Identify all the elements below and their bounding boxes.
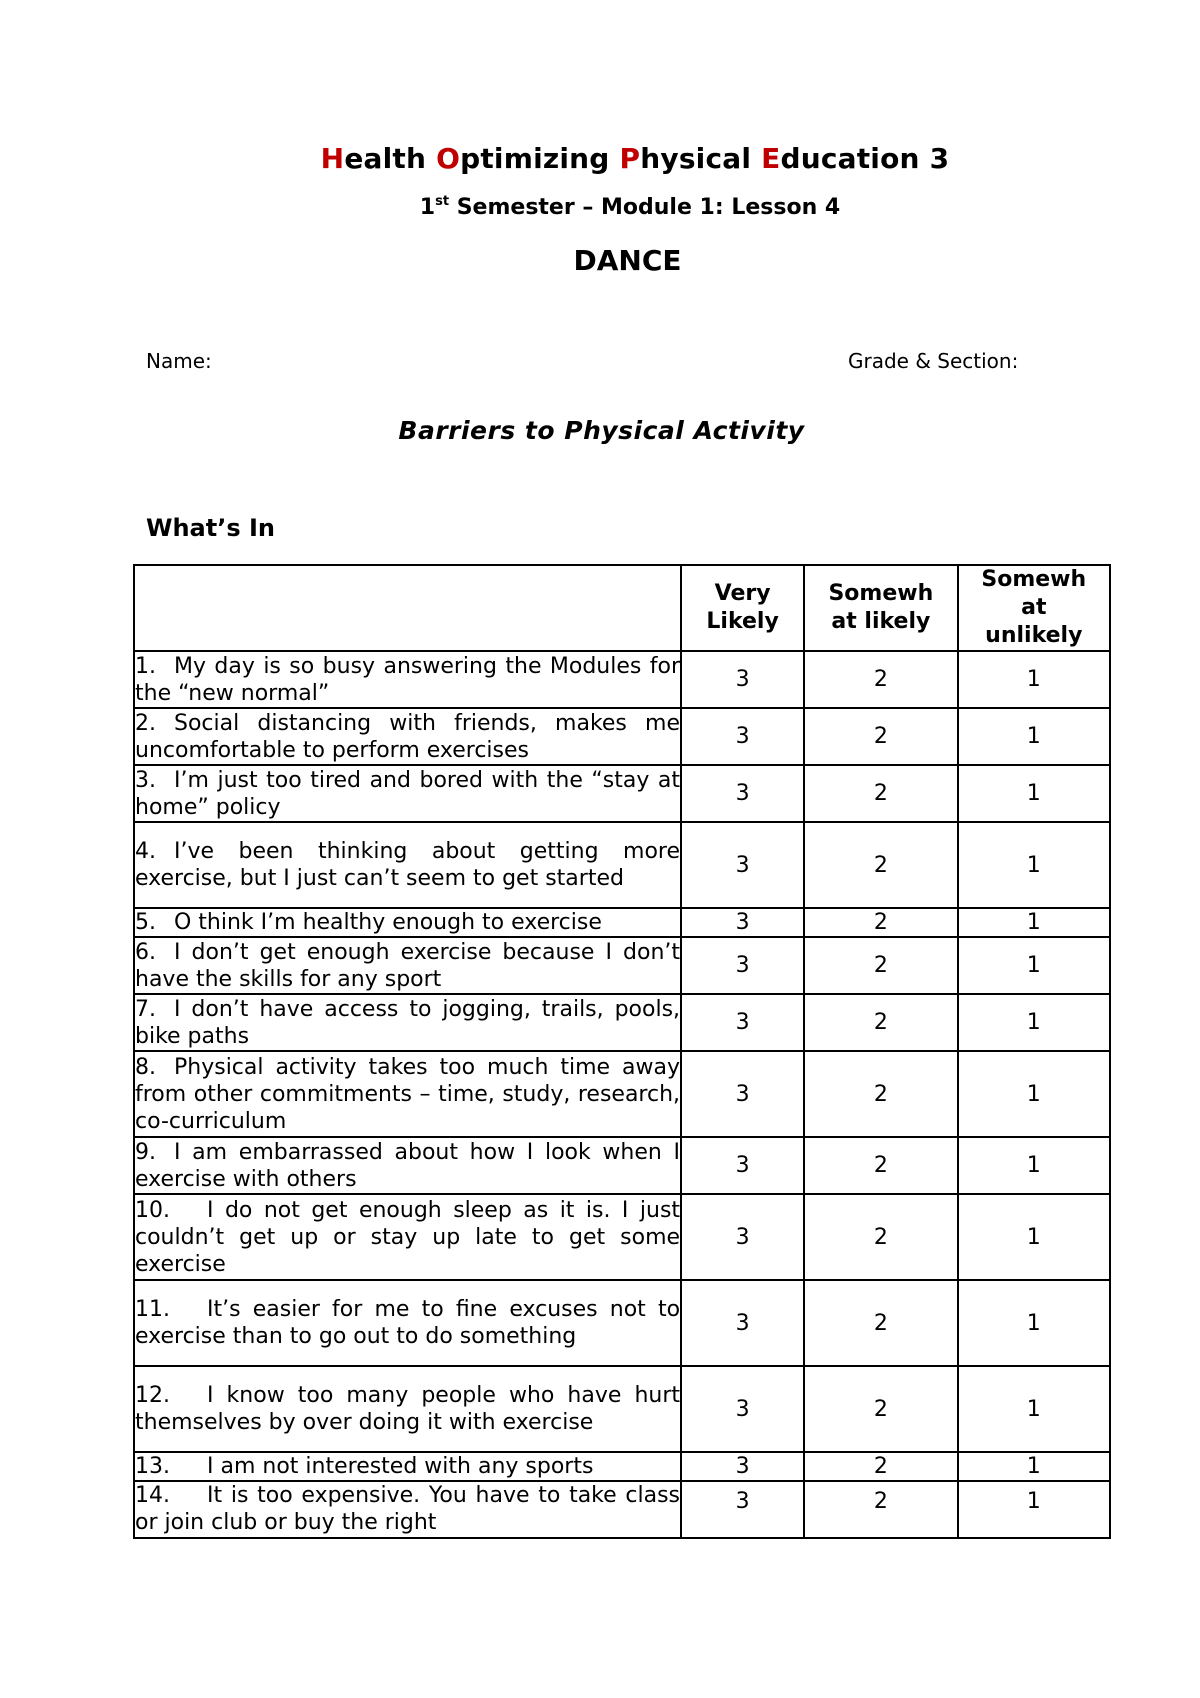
score-somewhat-likely: 2 <box>804 994 957 1051</box>
statement-number: 5. <box>135 910 156 935</box>
statement-text: I know too many people who have hurt themselves by over doing it with exercise <box>135 1383 681 1435</box>
statement-cell <box>134 765 681 822</box>
title-initial-h: H <box>320 142 345 175</box>
table-row <box>134 765 1110 822</box>
score-very-likely: 3 <box>681 994 804 1051</box>
score-somewhat-unlikely: 1 <box>958 1366 1110 1452</box>
table-row <box>134 994 1110 1051</box>
column-header-text: unlikely <box>985 623 1083 648</box>
title-initial-e: E <box>761 142 781 175</box>
score-very-likely: 3 <box>681 651 804 708</box>
statement-text: I’m just too tired and bored with the “stay at home” policy <box>135 767 681 820</box>
score-very-likely: 3 <box>681 937 804 994</box>
statement-number: 11. <box>135 1297 170 1322</box>
header-empty-cell <box>134 565 681 651</box>
score-somewhat-unlikely: 1 <box>958 651 1110 708</box>
table-row <box>134 908 1110 937</box>
table-row <box>134 1137 1110 1194</box>
score-somewhat-likely: 2 <box>804 1137 957 1194</box>
column-header-text: Somewh <box>828 581 934 606</box>
semester-module-line <box>0 194 1200 220</box>
score-somewhat-likely: 2 <box>804 1280 957 1366</box>
column-header-very-likely <box>681 565 804 651</box>
statement-text: It’s easier for me to fine excuses not to exercise than to go out to do something <box>135 1297 681 1349</box>
column-header-text: at <box>1021 595 1047 620</box>
score-somewhat-likely: 2 <box>804 1481 957 1538</box>
score-very-likely: 3 <box>681 708 804 765</box>
grade-section-label: Grade & Section: <box>848 349 1019 373</box>
score-very-likely: 3 <box>681 1137 804 1194</box>
title-word-optimizing: ptimizing <box>460 142 620 175</box>
statement-text: I do not get enough sleep as it is. I just couldn’t get up or stay up late to get some exercise <box>135 1197 681 1277</box>
score-very-likely: 3 <box>681 1366 804 1452</box>
score-somewhat-likely: 2 <box>804 822 957 908</box>
table-row <box>134 1280 1110 1366</box>
statement-number: 13. <box>135 1454 170 1479</box>
statement-cell <box>134 822 681 908</box>
title-initial-p: P <box>619 142 641 175</box>
statement-cell <box>134 1051 681 1137</box>
score-somewhat-unlikely: 1 <box>958 708 1110 765</box>
column-header-text: Very <box>714 581 771 606</box>
column-header-somewhat-likely <box>804 565 957 651</box>
score-somewhat-likely: 2 <box>804 1452 957 1481</box>
statement-number: 8. <box>135 1054 156 1080</box>
statement-text: I don’t get enough exercise because I don’t have the skills for any sport <box>135 939 681 992</box>
table-row <box>134 1366 1110 1452</box>
score-somewhat-likely: 2 <box>804 765 957 822</box>
statement-cell <box>134 1194 681 1280</box>
statement-number: 2. <box>135 710 156 736</box>
score-somewhat-likely: 2 <box>804 908 957 937</box>
statement-cell <box>134 1280 681 1366</box>
statement-text: I’ve been thinking about getting more exercise, but I just can’t seem to get started <box>135 839 681 891</box>
statement-cell <box>134 1366 681 1452</box>
statement-cell <box>134 708 681 765</box>
statement-text: My day is so busy answering the Modules for the “new normal” <box>135 653 681 706</box>
statement-number: 10. <box>135 1197 170 1223</box>
score-very-likely: 3 <box>681 1481 804 1538</box>
score-very-likely: 3 <box>681 1051 804 1137</box>
statement-number: 12. <box>135 1383 170 1408</box>
score-somewhat-likely: 2 <box>804 651 957 708</box>
semester-number: 1 <box>419 195 436 220</box>
activity-title: Barriers to Physical Activity <box>398 416 805 445</box>
column-header-text: Likely <box>706 609 779 634</box>
statement-cell <box>134 1137 681 1194</box>
statement-cell <box>134 994 681 1051</box>
table-row <box>134 651 1110 708</box>
score-very-likely: 3 <box>681 1452 804 1481</box>
statement-number: 3. <box>135 767 156 793</box>
statement-text: Social distancing with friends, makes me uncomfortable to perform exercises <box>135 710 681 763</box>
score-somewhat-unlikely: 1 <box>958 1194 1110 1280</box>
statement-text: I am embarrassed about how I look when I exercise with others <box>135 1139 681 1192</box>
semester-ordinal: st <box>435 194 450 209</box>
table-header-row <box>134 565 1110 651</box>
column-header-somewhat-unlikely <box>958 565 1110 651</box>
statement-text: I don’t have access to jogging, trails, pools, bike paths <box>135 996 681 1049</box>
score-somewhat-unlikely: 1 <box>958 1481 1110 1538</box>
score-somewhat-unlikely: 1 <box>958 765 1110 822</box>
score-very-likely: 3 <box>681 908 804 937</box>
table-row <box>134 822 1110 908</box>
score-somewhat-unlikely: 1 <box>958 1051 1110 1137</box>
score-very-likely: 3 <box>681 765 804 822</box>
score-somewhat-likely: 2 <box>804 1194 957 1280</box>
table-row <box>134 1194 1110 1280</box>
score-somewhat-unlikely: 1 <box>958 908 1110 937</box>
statement-text: O think I’m healthy enough to exercise <box>174 910 602 935</box>
score-somewhat-unlikely: 1 <box>958 1280 1110 1366</box>
score-somewhat-unlikely: 1 <box>958 1137 1110 1194</box>
statement-cell <box>134 1481 681 1538</box>
score-somewhat-likely: 2 <box>804 937 957 994</box>
statement-text: It is too expensive. You have to take class or join club or buy the right <box>135 1483 681 1535</box>
statement-text: I am not interested with any sports <box>207 1454 594 1479</box>
topic-heading: DANCE <box>573 244 682 277</box>
statement-number: 4. <box>135 839 156 864</box>
statement-cell <box>134 937 681 994</box>
document-title <box>0 142 1200 175</box>
section-heading: What’s In <box>146 514 275 542</box>
score-very-likely: 3 <box>681 822 804 908</box>
statement-cell <box>134 1452 681 1481</box>
statement-number: 14. <box>135 1483 170 1508</box>
title-word-health: ealth <box>344 142 437 175</box>
score-very-likely: 3 <box>681 1194 804 1280</box>
column-header-text: Somewh <box>981 567 1087 592</box>
table-row <box>134 937 1110 994</box>
score-somewhat-likely: 2 <box>804 1051 957 1137</box>
barriers-survey-table <box>133 564 1111 1539</box>
statement-cell <box>134 651 681 708</box>
score-somewhat-unlikely: 1 <box>958 1452 1110 1481</box>
column-header-text: at likely <box>831 609 931 634</box>
title-word-physical: hysical <box>640 142 762 175</box>
name-label: Name: <box>146 349 212 373</box>
table-row <box>134 1452 1110 1481</box>
table-row <box>134 1051 1110 1137</box>
statement-cell <box>134 908 681 937</box>
score-somewhat-unlikely: 1 <box>958 822 1110 908</box>
table-row <box>134 1481 1110 1538</box>
title-word-education: ducation 3 <box>780 142 950 175</box>
statement-number: 1. <box>135 653 156 679</box>
score-somewhat-likely: 2 <box>804 1366 957 1452</box>
title-initial-o: O <box>436 142 461 175</box>
score-somewhat-likely: 2 <box>804 708 957 765</box>
score-somewhat-unlikely: 1 <box>958 937 1110 994</box>
score-somewhat-unlikely: 1 <box>958 994 1110 1051</box>
score-very-likely: 3 <box>681 1280 804 1366</box>
table-row <box>134 708 1110 765</box>
statement-text: Physical activity takes too much time away from other commitments – time, study, research, co-curriculum <box>135 1054 681 1134</box>
statement-number: 6. <box>135 939 156 965</box>
statement-number: 7. <box>135 996 156 1022</box>
statement-number: 9. <box>135 1139 156 1165</box>
semester-module-text: Semester – Module 1: Lesson 4 <box>449 195 841 220</box>
